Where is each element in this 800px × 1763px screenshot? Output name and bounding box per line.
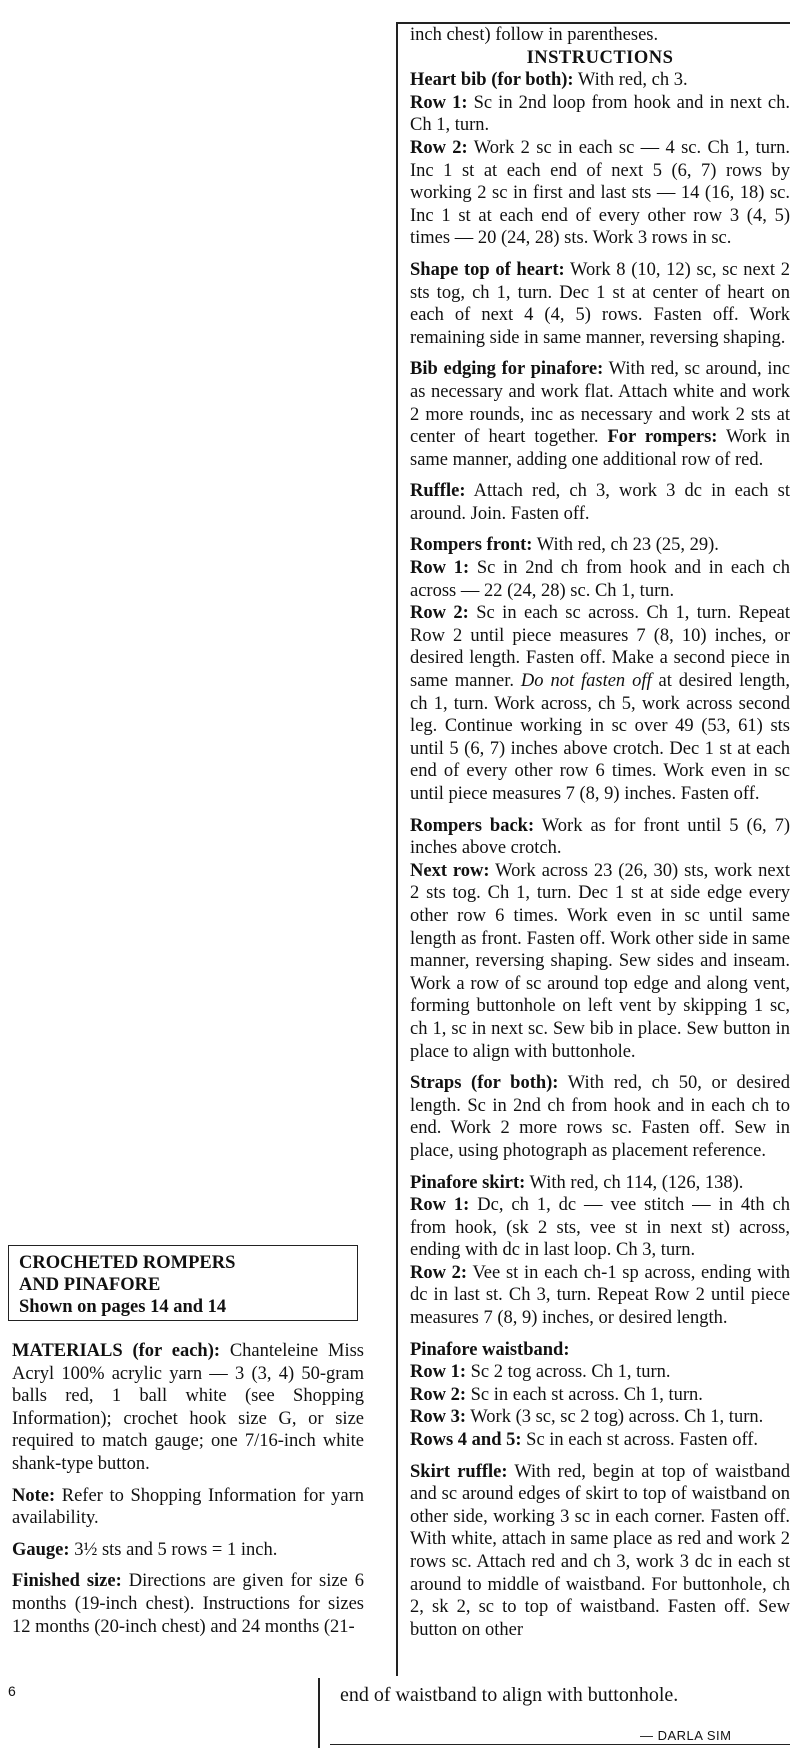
skirt-row-1: Row 1: Dc, ch 1, dc — vee stitch — in 4th ch from hook, (sk 2 sts, vee st in next st) across, ending with dc in last loop. Ch 3, turn. bbox=[410, 1195, 790, 1261]
heart-row-2: Row 2: Work 2 sc in each sc — 4 sc. Ch 1, turn. Inc 1 st at each end of next 5 (6, 7) rows by working 2 sc in first and last sts — 14 (16, 18) sc. Inc 1 st at each end of every other row 3 (4, 5) times — 20 (24, 28) sts. Work 3 rows in sc. bbox=[410, 137, 790, 249]
rompers-row-2: Row 2: Sc in each sc across. Ch 1, turn. Repeat Row 2 until piece measures 7 (8, 10) inches, or desired length. Fasten off. Make a second piece in same manner. Do not fasten off at desired length, ch 1, turn. Work across, ch 5, work across second leg. Continue working in sc over 49 (53, 61) sts until 5 (6, 7) inches above crotch. Dec 1 st at each end of every other row 6 times. Work even in sc until piece measures 7 (8, 9) inches. Fasten off. bbox=[410, 603, 790, 804]
ruffle: Ruffle: Attach red, ch 3, work 3 dc in each st around. Join. Fasten off. bbox=[410, 481, 790, 524]
rompers-row-1: Row 1: Sc in 2nd ch from hook and in each ch across — 22 (24, 28) sc. Ch 1, turn. bbox=[410, 558, 790, 601]
waistband-row-1: Row 1: Sc 2 tog across. Ch 1, turn. bbox=[410, 1362, 671, 1383]
column-rule bbox=[396, 24, 398, 1676]
materials: MATERIALS (for each): Chanteleine Miss Acryl 100% acrylic yarn — 3 (3, 4) 50-gram balls red, 1 ball white (see Shopping Information); crochet hook size G, or size required to match gauge; one 7/16-inch white shank-type button. bbox=[12, 1341, 364, 1474]
skirt-ruffle: Skirt ruffle: With red, begin at top of waistband and sc around edges of skirt to top of waistband on other side, working 3 sc in each corner. Fasten off. With white, attach in same place as red and work 2 rows sc. Attach red and ch 3, work 3 dc in each st around to middle of waistband. For buttonhole, ch 2, sk 2, sc to top of waistband. Fasten off. Sew button on other bbox=[410, 1461, 790, 1640]
pinafore-skirt: Pinafore skirt: With red, ch 114, (126, 138). bbox=[410, 1172, 744, 1193]
instructions-heading: INSTRUCTIONS bbox=[526, 47, 674, 68]
waistband-rows-4-5: Rows 4 and 5: Sc in each st across. Fasten off. bbox=[410, 1430, 759, 1451]
waistband-row-2: Row 2: Sc in each st across. Ch 1, turn. bbox=[410, 1384, 703, 1405]
rompers-front: Rompers front: With red, ch 23 (25, 29). bbox=[410, 535, 719, 556]
waistband-heading: Pinafore waistband: bbox=[410, 1339, 570, 1360]
title-line-2: AND PINAFORE bbox=[19, 1275, 161, 1295]
left-column bbox=[12, 1340, 364, 1638]
skirt-row-2: Row 2: Vee st in each ch-1 sp across, ending with dc in last st. Ch 3, turn. Repeat Row 2 until piece measures 7 (8, 9) inches, or desired length. bbox=[410, 1262, 790, 1329]
credit-rule bbox=[330, 1744, 790, 1745]
intro-continued: inch chest) follow in parentheses. bbox=[410, 25, 659, 45]
shape-top-heart: Shape top of heart: Work 8 (10, 12) sc, sc next 2 sts tog, ch 1, turn. Dec 1 st at center of heart on each of next 4 (4, 5) rows. Fasten off. Work remaining side in same manner, reversing shaping. bbox=[410, 259, 790, 348]
next-row: Next row: Work across 23 (26, 30) sts, work next 2 sts tog. Ch 1, turn. Dec 1 st at side edge every other row 6 times. Work even in sc until same length as front. Fasten off. Work other side in same manner, reversing shaping. Sew sides and inseam. Work a row of sc around top edge and along vent, forming buttonhole on left vent by skipping 1 sc, ch 1, sc in next sc. Sew bib in place. Sew button in place to align with buttonhole. bbox=[410, 860, 790, 1062]
final-line: end of waistband to align with buttonhole. bbox=[340, 1684, 679, 1706]
note: Note: Refer to Shopping Information for yarn availability. bbox=[12, 1485, 364, 1529]
rompers-back: Rompers back: Work as for front until 5 (6, 7) inches above crotch. bbox=[410, 815, 790, 859]
page-number: 6 bbox=[8, 1683, 16, 1699]
bib-edging: Bib edging for pinafore: With red, sc around, inc as necessary and work flat. Attach white and work 2 more rounds, inc as necessary and work 2 sts at center of heart together. For rompers: Work in same manner, adding one additional row of red. bbox=[410, 359, 790, 470]
title-line-1: CROCHETED ROMPERS bbox=[19, 1253, 236, 1273]
heart-bib: Heart bib (for both): With red, ch 3. bbox=[410, 70, 688, 91]
footer-rule bbox=[318, 1678, 320, 1748]
pattern-title-box bbox=[8, 1245, 358, 1321]
straps: Straps (for both): With red, ch 50, or desired length. Sc in 2nd ch from hook and in each ch to end. Work 2 more rows sc. Fasten off. Sew in place, using photograph as placement reference. bbox=[410, 1073, 790, 1161]
gauge: Gauge: 3½ sts and 5 rows = 1 inch. bbox=[12, 1539, 278, 1560]
heart-row-1: Row 1: Sc in 2nd loop from hook and in next ch. Ch 1, turn. bbox=[410, 92, 790, 136]
designer-credit: — DARLA SIM bbox=[640, 1728, 732, 1743]
waistband-row-3: Row 3: Work (3 sc, sc 2 tog) across. Ch 1, turn. bbox=[410, 1407, 764, 1428]
right-column bbox=[410, 24, 790, 1641]
finished-size: Finished size: Directions are given for size 6 months (19-inch chest). Instructions for sizes 12 months (20-inch chest) and 24 months (21- bbox=[12, 1571, 364, 1637]
title-subtitle: Shown on pages 14 and 14 bbox=[19, 1297, 227, 1317]
